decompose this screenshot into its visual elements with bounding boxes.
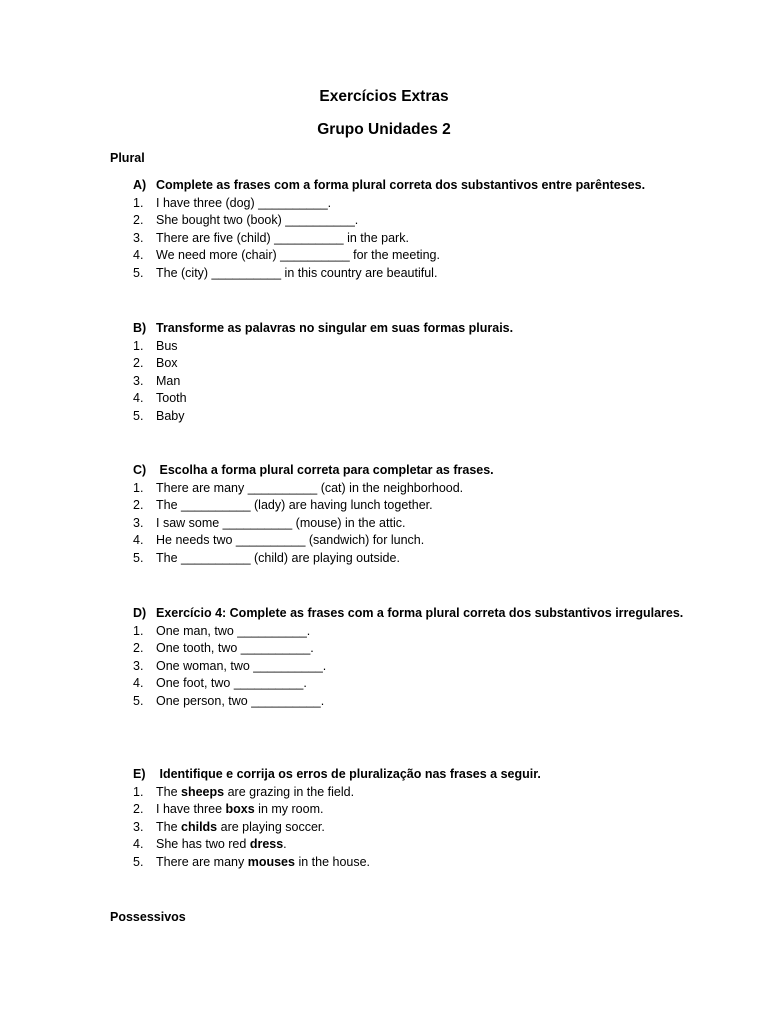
item-number: 4. — [133, 676, 144, 691]
item-text-segment: There are many — [156, 854, 248, 869]
exercise-item-list — [133, 195, 693, 283]
exercise-instruction: Complete as frases com a forma plural correta dos substantivos entre parênteses. — [156, 178, 646, 192]
item-text-segment: are grazing in the field. — [224, 784, 355, 799]
item-text-segment: Man — [156, 373, 181, 388]
item-text-segment: We need more (chair) __________ for the meeting. — [156, 248, 440, 263]
list-item — [133, 390, 693, 408]
exercise-e — [133, 766, 693, 872]
item-number: 2. — [133, 498, 144, 513]
item-number: 5. — [133, 854, 144, 869]
exercise-heading — [133, 320, 693, 338]
item-text-segment: There are many __________ (cat) in the neighborhood. — [156, 480, 464, 495]
item-number: 4. — [133, 391, 144, 406]
exercise-instruction: Identifique e corrija os erros de pluralização nas frases a seguir. — [156, 767, 541, 781]
item-text — [156, 247, 693, 265]
item-number: 3. — [133, 819, 144, 834]
exercise-item-list — [133, 338, 693, 426]
exercise-item-list — [133, 623, 693, 711]
item-number: 1. — [133, 623, 144, 638]
item-text-segment: He needs two __________ (sandwich) for lunch. — [156, 533, 425, 548]
item-text-segment: . — [283, 837, 287, 852]
item-text — [156, 265, 693, 283]
item-number: 4. — [133, 837, 144, 852]
item-text — [156, 230, 693, 248]
item-number: 1. — [133, 480, 144, 495]
item-text — [156, 819, 693, 837]
list-item — [133, 247, 693, 265]
item-text — [156, 355, 693, 373]
exercise-d — [133, 605, 693, 711]
section-label-possessivos: Possessivos — [110, 910, 186, 924]
item-text-segment: Baby — [156, 408, 185, 423]
list-item — [133, 819, 693, 837]
item-text — [156, 550, 693, 568]
item-number: 2. — [133, 641, 144, 656]
exercise-heading — [133, 462, 693, 480]
item-text — [156, 373, 693, 391]
list-item — [133, 801, 693, 819]
item-text — [156, 532, 693, 550]
list-item — [133, 854, 693, 872]
item-text-segment: I have three — [156, 802, 226, 817]
item-text-segment: in my room. — [254, 802, 324, 817]
list-item — [133, 550, 693, 568]
exercise-marker: E) — [133, 767, 146, 781]
item-text-segment: in the house. — [294, 854, 371, 869]
item-text — [156, 675, 693, 693]
list-item — [133, 532, 693, 550]
item-text-segment: The — [156, 784, 182, 799]
item-number: 2. — [133, 213, 144, 228]
item-number: 2. — [133, 802, 144, 817]
page-subtitle: Grupo Unidades 2 — [317, 121, 451, 138]
error-word: mouses — [247, 854, 295, 869]
item-number: 5. — [133, 550, 144, 565]
exercise-marker: A) — [133, 178, 147, 192]
item-number: 1. — [133, 195, 144, 210]
list-item — [133, 784, 693, 802]
list-item — [133, 212, 693, 230]
item-number: 5. — [133, 408, 144, 423]
item-number: 1. — [133, 784, 144, 799]
item-number: 5. — [133, 693, 144, 708]
list-item — [133, 675, 693, 693]
error-word: dress — [249, 837, 284, 852]
item-text-segment: I have three (dog) __________. — [156, 195, 332, 210]
list-item — [133, 408, 693, 426]
item-text — [156, 784, 693, 802]
exercise-marker: D) — [133, 606, 147, 620]
item-number: 3. — [133, 373, 144, 388]
list-item — [133, 640, 693, 658]
list-item — [133, 265, 693, 283]
item-number: 1. — [133, 338, 144, 353]
item-text-segment: The (city) __________ in this country are beautiful. — [156, 265, 438, 280]
exercise-item-list — [133, 480, 693, 568]
page-title: Exercícios Extras — [319, 88, 449, 105]
list-item — [133, 355, 693, 373]
item-text-segment: Tooth — [156, 391, 187, 406]
item-number: 3. — [133, 658, 144, 673]
item-text — [156, 515, 693, 533]
exercise-marker: B) — [133, 321, 147, 335]
exercise-b — [133, 320, 693, 426]
list-item — [133, 230, 693, 248]
list-item — [133, 658, 693, 676]
item-text-segment: are playing soccer. — [217, 819, 325, 834]
exercise-marker: C) — [133, 463, 147, 477]
list-item — [133, 836, 693, 854]
exercise-a — [133, 177, 693, 283]
item-text — [156, 390, 693, 408]
item-text — [156, 408, 693, 426]
list-item — [133, 693, 693, 711]
error-word: childs — [181, 819, 218, 834]
list-item — [133, 480, 693, 498]
item-text-segment: The — [156, 819, 182, 834]
item-text — [156, 836, 693, 854]
item-text — [156, 854, 693, 872]
item-text-segment: One foot, two __________. — [156, 676, 307, 691]
item-text — [156, 195, 693, 213]
exercise-heading — [133, 177, 693, 195]
item-number: 3. — [133, 230, 144, 245]
item-text — [156, 658, 693, 676]
item-text-segment: One man, two __________. — [156, 623, 311, 638]
item-number: 2. — [133, 356, 144, 371]
item-number: 5. — [133, 265, 144, 280]
item-text-segment: One person, two __________. — [156, 693, 325, 708]
exercise-heading — [133, 605, 693, 623]
item-text-segment: I saw some __________ (mouse) in the attic. — [156, 515, 406, 530]
item-text-segment: The __________ (lady) are having lunch together. — [156, 498, 433, 513]
error-word: sheeps — [181, 784, 225, 799]
exercise-c — [133, 462, 693, 568]
list-item — [133, 195, 693, 213]
item-text-segment: She bought two (book) __________. — [156, 213, 359, 228]
item-text — [156, 623, 693, 641]
error-word: boxs — [225, 802, 255, 817]
item-text-segment: She has two red — [156, 837, 250, 852]
exercise-instruction: Escolha a forma plural correta para completar as frases. — [156, 463, 494, 477]
section-label-plural: Plural — [110, 151, 145, 165]
list-item — [133, 373, 693, 391]
item-text — [156, 497, 693, 515]
exercise-instruction: Exercício 4: Complete as frases com a forma plural correta dos substantivos irregulares. — [156, 606, 684, 620]
item-text-segment: The __________ (child) are playing outside. — [156, 550, 400, 565]
list-item — [133, 623, 693, 641]
item-number: 4. — [133, 248, 144, 263]
item-text-segment: One tooth, two __________. — [156, 641, 314, 656]
item-text-segment: Bus — [156, 338, 178, 353]
list-item — [133, 515, 693, 533]
item-number: 4. — [133, 533, 144, 548]
item-text — [156, 693, 693, 711]
item-text — [156, 640, 693, 658]
item-text — [156, 480, 693, 498]
item-text-segment: There are five (child) __________ in the park. — [156, 230, 409, 245]
item-text — [156, 801, 693, 819]
exercise-item-list — [133, 784, 693, 872]
item-number: 3. — [133, 515, 144, 530]
list-item — [133, 497, 693, 515]
exercise-instruction: Transforme as palavras no singular em suas formas plurais. — [156, 321, 514, 335]
exercise-heading — [133, 766, 693, 784]
item-text — [156, 338, 693, 356]
item-text-segment: Box — [156, 356, 178, 371]
item-text — [156, 212, 693, 230]
list-item — [133, 338, 693, 356]
item-text-segment: One woman, two __________. — [156, 658, 327, 673]
